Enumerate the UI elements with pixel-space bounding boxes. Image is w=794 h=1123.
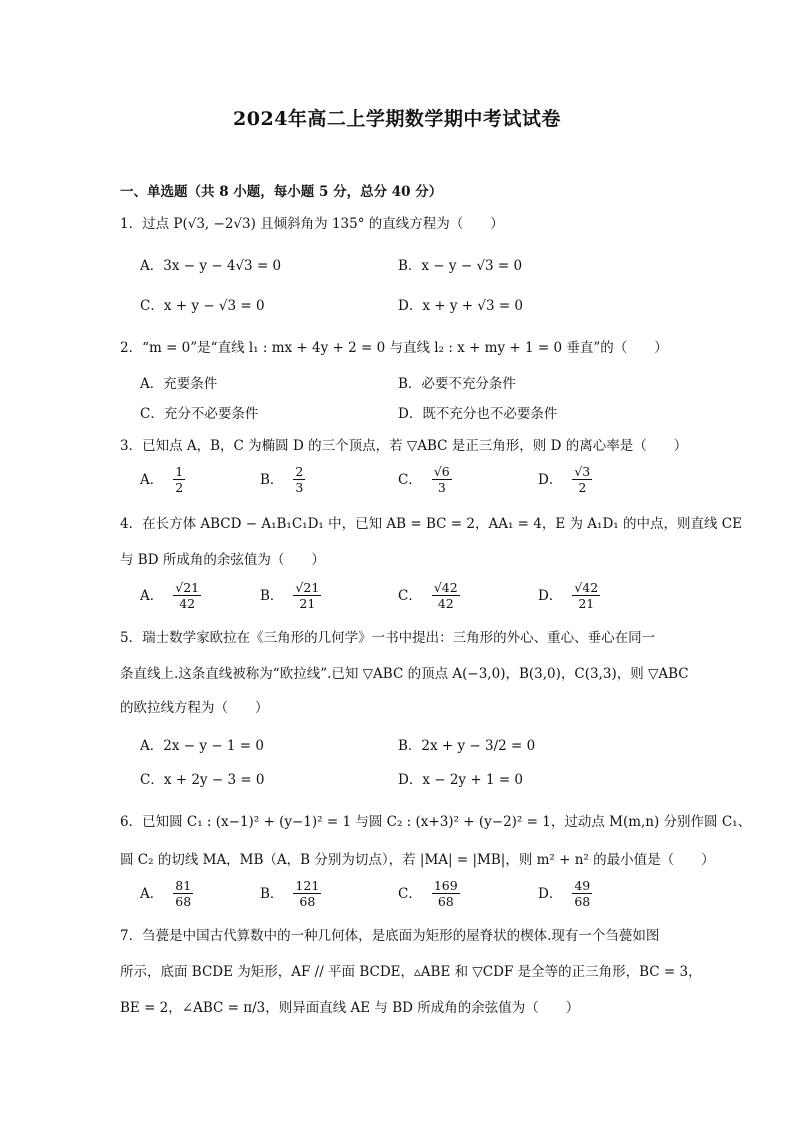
option-label: C．: [398, 885, 422, 902]
option-label: B．: [260, 885, 284, 902]
numerator: 121: [295, 878, 320, 893]
fraction: [173, 464, 185, 495]
denominator: 68: [437, 894, 454, 909]
question-7-line-3: BE = 2，∠ABC = π/3，则异面直线 AE 与 BD 所成角的余弦值为（ ）: [120, 1000, 580, 1016]
q3-option-d: [538, 464, 592, 495]
q5-option-a: A．2x − y − 1 = 0: [140, 738, 264, 754]
question-7-line-2: 所示，底面 BCDE 为矩形，AF // 平面 BCDE，▵ABE 和 ▽CDF 是全等的正三角形，BC = 3，: [120, 964, 702, 980]
question-6-line-2: 圆 C₂ 的切线 MA，MB（A，B 分别为切点），若 |MA| = |MB|，则 m² + n² 的最小值是（ ）: [120, 852, 715, 868]
denominator: 68: [574, 894, 591, 909]
q4-option-a: [140, 580, 201, 611]
denominator: 21: [578, 596, 595, 611]
question-4-line-1: 4．在长方体 ABCD − A₁B₁C₁D₁ 中，已知 AB = BC = 2，AA₁ = 4，E 为 A₁D₁ 的中点，则直线 CE: [120, 516, 742, 532]
fraction: [572, 878, 592, 909]
question-1: 1．过点 P(√3, −2√3) 且倾斜角为 135° 的直线方程为（ ）: [120, 216, 504, 232]
denominator: 3: [295, 480, 304, 495]
option-label: D．: [538, 587, 563, 604]
q3-option-c: [398, 464, 452, 495]
denominator: 68: [299, 894, 316, 909]
numerator: 1: [175, 464, 184, 479]
q2-option-d: D．既不充分也不必要条件: [398, 406, 558, 422]
section-heading: 一、单选题（共 8 小题，每小题 5 分，总分 40 分）: [120, 184, 443, 200]
numerator: √3: [574, 464, 591, 479]
option-label: B．: [260, 471, 284, 488]
numerator: 169: [433, 878, 458, 893]
fraction: [432, 464, 452, 495]
q2-option-c: C．充分不必要条件: [140, 406, 259, 422]
question-5-line-3: 的欧拉线方程为（ ）: [120, 700, 269, 716]
option-label: A．: [140, 587, 164, 604]
q5-option-c: C．x + 2y − 3 = 0: [140, 772, 265, 788]
numerator: √21: [175, 580, 200, 595]
q4-option-b: [260, 580, 321, 611]
q1-option-b: B．x − y − √3 = 0: [398, 258, 523, 274]
question-2: 2．“m = 0”是“直线 l₁ : mx + 4y + 2 = 0 与直线 l₂ : x + my + 1 = 0 垂直”的（ ）: [120, 340, 668, 356]
q4-option-c: [398, 580, 460, 611]
q5-option-b: B．2x + y − 3/2 = 0: [398, 738, 536, 754]
denominator: 2: [578, 480, 587, 495]
numerator: √6: [433, 464, 450, 479]
numerator: √21: [295, 580, 320, 595]
q6-option-d: [538, 878, 592, 909]
q1-option-d: D．x + y + √3 = 0: [398, 298, 524, 314]
numerator: √42: [574, 580, 599, 595]
fraction: [173, 580, 201, 611]
denominator: 42: [179, 596, 196, 611]
question-5-line-1: 5．瑞士数学家欧拉在《三角形的几何学》一书中提出：三角形的外心、重心、垂心在同一: [120, 630, 656, 646]
q2-option-b: B．必要不充分条件: [398, 376, 516, 392]
option-label: D．: [538, 471, 563, 488]
fraction: [293, 878, 321, 909]
fraction: [432, 580, 460, 611]
option-label: B．: [260, 587, 284, 604]
fraction: [293, 464, 305, 495]
denominator: 42: [437, 596, 454, 611]
fraction: [572, 464, 592, 495]
q1-option-c: C．x + y − √3 = 0: [140, 298, 265, 314]
fraction: [293, 580, 321, 611]
question-4-line-2: 与 BD 所成角的余弦值为（ ）: [120, 552, 325, 568]
denominator: 68: [175, 894, 192, 909]
option-label: A．: [140, 471, 164, 488]
option-label: A．: [140, 885, 164, 902]
numerator: √42: [433, 580, 458, 595]
fraction: [173, 878, 193, 909]
option-label: C．: [398, 471, 422, 488]
option-label: D．: [538, 885, 563, 902]
numerator: 81: [175, 878, 192, 893]
option-label: C．: [398, 587, 422, 604]
page-title: 2024年高二上学期数学期中考试试卷: [233, 108, 561, 130]
numerator: 49: [574, 878, 591, 893]
q5-option-d: D．x − 2y + 1 = 0: [398, 772, 524, 788]
q3-option-b: [260, 464, 305, 495]
q6-option-b: [260, 878, 321, 909]
denominator: 2: [175, 480, 184, 495]
question-6-line-1: 6．已知圆 C₁ : (x−1)² + (y−1)² = 1 与圆 C₂ : (x+3)² + (y−2)² = 1，过动点 M(m,n) 分别作圆 C₁、: [120, 814, 752, 830]
q6-option-a: [140, 878, 193, 909]
denominator: 21: [299, 596, 316, 611]
q3-option-a: [140, 464, 185, 495]
question-3: 3．已知点 A，B，C 为椭圆 D 的三个顶点，若 ▽ABC 是正三角形，则 D 的离心率是（ ）: [120, 438, 688, 454]
question-5-line-2: 条直线上.这条直线被称为“欧拉线”.已知 ▽ABC 的顶点 A(−3,0)，B(3,0)，C(3,3)，则 ▽ABC: [120, 666, 689, 682]
q4-option-d: [538, 580, 600, 611]
q2-option-a: A．充要条件: [140, 376, 218, 392]
question-7-line-1: 7．刍甍是中国古代算数中的一种几何体，是底面为矩形的屋脊状的楔体.现有一个刍甍如图: [120, 928, 660, 944]
q6-option-c: [398, 878, 460, 909]
fraction: [572, 580, 600, 611]
numerator: 2: [295, 464, 304, 479]
q1-option-a: A．3x − y − 4√3 = 0: [140, 258, 282, 274]
fraction: [432, 878, 460, 909]
denominator: 3: [437, 480, 446, 495]
